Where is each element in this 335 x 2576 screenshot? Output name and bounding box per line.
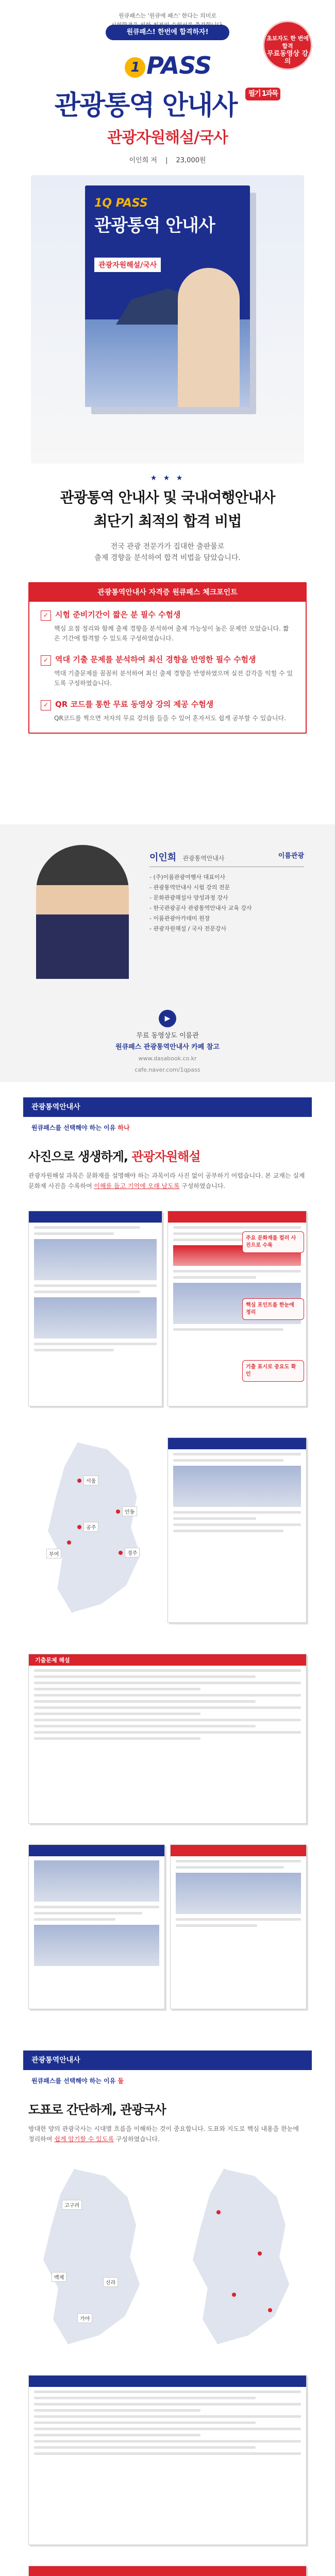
page-line [34,1284,157,1287]
page-line [173,1459,283,1462]
page-line [34,1706,301,1709]
map-label: 신라 [103,2277,118,2287]
reason-number: 하나 [118,1124,130,1131]
hero-meta [0,155,335,164]
map-label: 경주 [125,1548,140,1557]
feature-callout [242,1360,304,1382]
logo-text: PASS [146,52,211,79]
page-line [34,1694,301,1697]
hero-section [0,0,335,824]
checkpoint-item [29,647,306,691]
page-photo [34,1860,159,1902]
page-line [173,1511,301,1514]
author-brand: 이룸관광 [278,852,304,860]
reason-title-accent: 관광자원해설 [131,1149,200,1164]
page-line [34,1232,114,1235]
page-header-band [29,1845,164,1856]
page-line [34,2446,256,2449]
sample-page-left [28,1211,162,1406]
author-bottom-line-2: 원큐패스 관광통역안내사 카페 참고 [115,1043,220,1051]
author-career-list [149,872,304,934]
reason-text-1: 관광자원해설 과목은 문화재를 설명해야 하는 과목이라 사진 없이 공부하기 어렵습니다. 본 교재는 실제 문화재 사진을 수록하여 [28,1172,305,1190]
reason-bar: 관광통역안내사 [23,1097,312,1117]
callout-text: 주요 문화재를 컬러 사진으로 수록 [246,1235,296,1248]
map-label: 고구려 [62,2200,82,2210]
page-photo [176,1873,301,1914]
play-icon: ▶ [159,1010,176,1027]
page-header-band [168,1211,306,1223]
book-subtitle: 관광자원해설/국사 [94,258,161,272]
hero-desc [0,541,335,564]
page-line [176,1860,301,1862]
rating-stars: ★ ★ ★ [150,474,185,482]
checkpoint-body: 핵심 요점 정리와 함께 출제 경향을 분석하여 출제 가능성이 높은 문제만 모았습니다. 짧은 기간에 합격할 수 있도록 구성하였습니다. [54,625,289,642]
page-line [173,1523,301,1526]
map-label: 가야 [77,2313,92,2323]
map-marker [232,2293,236,2297]
page-line [34,2391,301,2393]
reason-two-section [0,2035,335,2576]
page-line [34,1906,159,1908]
exam-page-tag: 기출문제 해설 [35,1657,70,1664]
reason-title-pre: 사진으로 생생하게, [28,1149,132,1164]
map-marker [258,2251,262,2256]
page-line [34,1918,115,1921]
hero-title-text: 관광통역 안내사 [54,90,237,121]
page-line [34,2440,301,2443]
onequpass-logo [124,52,211,79]
book-author-figure [178,268,240,407]
page-line [34,1291,140,1293]
map-marker [77,1525,81,1529]
checkpoint-item [29,602,306,647]
page-line [173,1226,301,1229]
page-photo [34,1297,157,1338]
history-map-1 [31,2169,155,2344]
author-tag: 관광통역안내사 [182,855,225,862]
page-line [34,1675,256,1678]
meta-divider: | [165,157,168,164]
map-marker [119,1551,123,1555]
book-cover [85,185,250,407]
page-line [34,2428,301,2430]
callout-text: 기출 표시로 중요도 확인 [246,1364,296,1377]
page-line [34,1713,200,1715]
reason-text-2: 구성하였습니다. [113,2136,160,2143]
page-photo [173,1466,301,1507]
reason-title [28,1146,317,1164]
book-stage [31,175,304,464]
page-line [34,1700,256,1703]
map-marker [116,1510,120,1514]
seal-line-1: 초보자도 한 번에 합격 [266,35,309,49]
page-line [173,1517,256,1520]
page-line [176,1918,301,1921]
page-line [34,1725,256,1727]
map-marker [268,2308,272,2312]
reason-subbar-text: 원큐패스를 선택해야 하는 이유 [31,1124,116,1131]
career-item: - 관광자원해설 / 국사 전문강사 [149,924,304,934]
page-line [173,1453,301,1455]
author-section [0,824,335,1082]
page-line [173,1276,256,1279]
career-item: - 이룸관광아카데미 원장 [149,913,304,924]
map-marker [67,1540,71,1545]
page-header-band [171,1845,306,1856]
reason-subbar [23,1120,312,1136]
page-line [34,1737,200,1740]
book-logo: 1Q PASS [94,197,148,210]
book-title: 관광통역 안내사 [94,215,215,236]
page-line [173,1270,301,1273]
page-line [173,1328,283,1331]
reason-text-underline: 이해를 돕고 기억에 오래 남도록 [94,1182,180,1190]
map-label: 백제 [52,2272,66,2282]
feature-callout [242,1231,304,1253]
reason-text-1: 방대한 양의 관광국사는 시대별 흐름을 이해하는 것이 중요합니다. 도표와 지도로 핵심 내용을 한눈에 정리하여 [28,2125,299,2143]
page-header-band [29,1654,306,1666]
reason-text [28,1171,307,1191]
page-header-band [29,2566,306,2576]
checkpoint-box [28,582,307,734]
reason-head [0,1097,335,1136]
reason-title: 도표로 간단하게, 관광국사 [28,2103,166,2117]
hero-badge: 필기 1과목 [245,88,281,100]
seal-line-2: 무료동영상 강의 [267,50,308,65]
page-line [34,2434,200,2436]
free-lecture-seal [263,21,312,70]
page-line [173,1530,283,1532]
sample-page-bottom-left [28,1844,165,2009]
reason-text-underline: 쉽게 암기할 수 있도록 [54,2136,114,2143]
page-line [34,2409,200,2412]
career-item: - (주)이룸관광여행사 대표이사 [149,872,304,883]
history-chart-page [28,2566,307,2576]
author-url-1[interactable]: www.dasabook.co.kr [138,1055,197,1062]
page-line [34,2403,301,2405]
page-line [176,1866,284,1869]
page-line [34,1349,114,1351]
hero-title [0,83,335,122]
checkpoint-title: 관광통역안내사 자격증 원큐패스 체크포인트 [29,583,306,602]
hero-desc-line-1: 전국 관광 전문가가 집대한 출판물로 [110,543,225,551]
sample-exam-page [28,1654,307,1824]
feature-callout [242,1298,304,1320]
hero-price: 23,000원 [176,157,206,164]
author-photo [36,845,129,979]
reason-head [0,2050,335,2089]
page-line [34,2415,301,2418]
history-table-page [28,2375,307,2545]
page-photo [34,1239,157,1280]
checkpoint-head: ✓ 역대 기출 문제를 분석하여 최신 경향을 반영한 필수 수험생 [41,654,294,666]
page-line [34,2452,301,2455]
page-header-band [168,1438,306,1449]
career-item: - 문화관광해설사 양성과정 강사 [149,893,304,903]
reason-subbar-text: 원큐패스를 선택해야 하는 이유 [31,2077,116,2084]
reason-one-section [0,1082,335,2035]
career-item: - 한국관광공사 관광통역안내사 교육 강사 [149,903,304,913]
map-marker [216,2210,221,2214]
page-line [34,1669,301,1672]
page-header-band [29,1211,162,1223]
reason-text-2: 구성하였습니다. [179,1182,226,1190]
sample-page-map [167,1437,307,1623]
page-line [176,1924,257,1927]
author-bottom-line-1: 무료 동영상도 이룸관 [136,1032,199,1040]
author-card [149,850,304,934]
page-line [34,1226,140,1229]
page-line [34,1731,301,1734]
checkpoint-item [29,691,306,733]
hero-author: 이인희 저 [129,157,157,164]
reason-bar: 관광통역안내사 [23,2050,312,2070]
page-line [34,2397,256,2399]
hero-claim-1: 관광통역 안내사 및 국내여행안내사 [60,489,275,506]
page-line [34,2421,256,2424]
author-name: 이인희 [149,852,177,863]
hero-subtitle: 관광자원해설/국사 [107,129,228,147]
hero-desc-line-2: 출제 경향을 분석하여 합격 비법을 담았습니다. [94,554,241,562]
sample-page-bottom-right [170,1844,307,2009]
map-label: 부여 [46,1549,61,1558]
author-url-2[interactable]: cafe.naver.com/1qpass [135,1066,200,1073]
map-label: 서울 [83,1476,98,1485]
page-line [34,1688,200,1690]
checkpoint-body: 역대 기출문제를 꼼꼼히 분석하여 최신 출제 경향을 반영하였으며 실전 감각을 익힐 수 있도록 구성하였습니다. [54,670,293,687]
reason-number: 둘 [118,2077,124,2084]
page-line [34,1719,301,1721]
reason-subbar [23,2073,312,2089]
reason-text [28,2124,307,2144]
callout-text: 핵심 포인트를 한눈에 정리 [246,1302,294,1315]
page-photo [34,1925,159,1966]
checkpoint-head: ✓ QR 코드를 통한 무료 동영상 강의 제공 수험생 [41,699,294,710]
checkpoint-body: QR코드를 찍으면 저자의 무료 강의를 들을 수 있어 혼자서도 쉽게 공부할 수 있습니다. [54,715,286,722]
page-line [34,1682,301,1684]
author-bottom [0,1010,335,1076]
map-label: 안동 [122,1506,137,1516]
page-header-band [29,2376,306,2387]
hero-claim-2: 최단기 최적의 합격 비법 [93,513,242,530]
top-note-line-1: 원큐패스는 '원큐에 패스' 한다는 의미로 [118,12,217,19]
hero-pill: 원큐패스! 한번에 합격하자! [106,25,229,40]
page-line [34,1912,142,1914]
page-line [34,1343,157,1345]
career-item: - 관광통역안내사 시험 강의 전문 [149,883,304,893]
map-marker [77,1479,81,1483]
author-name-row [149,850,304,867]
map-label: 공주 [83,1522,98,1532]
history-map-2 [180,2169,304,2344]
logo-one-mark: 1 [125,57,145,78]
checkpoint-head: ✓ 시험 준비기간이 짧은 분 필수 수험생 [41,609,294,621]
